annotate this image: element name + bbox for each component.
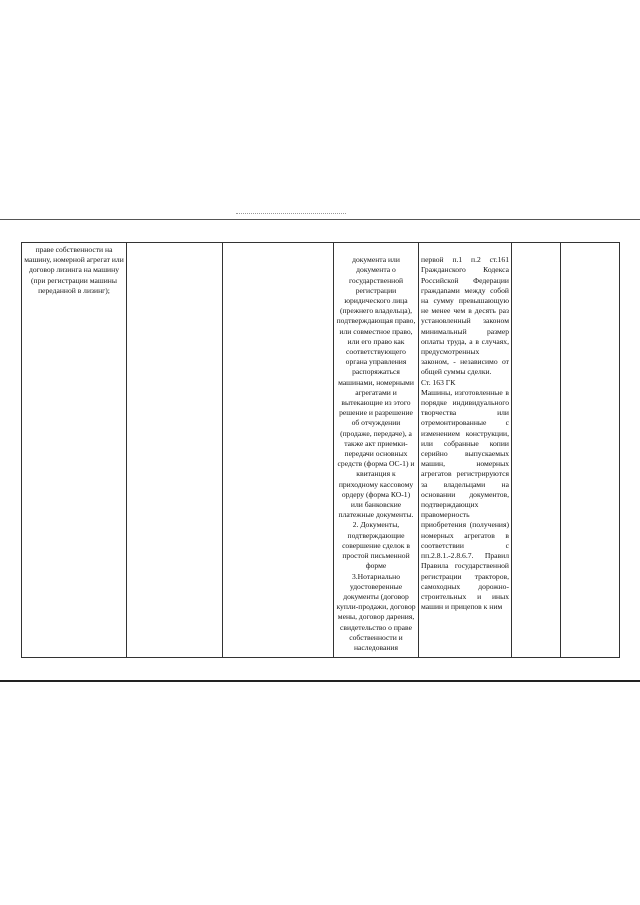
cell-empty bbox=[512, 243, 561, 658]
cell-empty bbox=[561, 243, 620, 658]
top-page-rule bbox=[0, 219, 640, 220]
cell-document-list bbox=[22, 243, 127, 658]
top-dotted-rule bbox=[236, 213, 346, 214]
bottom-page-rule bbox=[0, 680, 640, 682]
cell-text: документа или документа о государственной регистрации юридического лица (прежнего владельца), подтверждающая право, или совместное право, или его право как соответствующего органа управления распоряжаться машинами, номерными агрегатами и вытекающие из этого решение и разрешение об отчуждении (продаже, передаче), а также акт приемки-передачи основных средств (форма ОС-1) и квитанция к приходному кассовому ордеру (форма КО-1) или банковские платежные документы. 2. Документы, подтверждающие совершение сделок в простой письменной форме 3.Нотариально удостоверенные документы (договор купли-продажи, договор мены, договор дарения, свидетельство о праве собственности и наследования bbox=[336, 255, 416, 652]
cell-text: праве собственности на машину, номерной агрегат или договор лизинга на машину (при регистрации машины переданной в лизинг); bbox=[24, 245, 124, 295]
table-row bbox=[22, 243, 620, 658]
cell-ownership-documents bbox=[334, 243, 419, 658]
cell-empty bbox=[223, 243, 334, 658]
cell-legal-basis bbox=[419, 243, 512, 658]
cell-text: первой п.1 п.2 ст.161 Гражданского Кодекса Российской Федерации граждanами между собой на сумму превышающую не менее чем в десять раз установленный законом минимальный размер оплаты труда, а в случаях, предусмотренных законом, - независимо от общей суммы сделки. Ст. 163 ГК Машины, изготовленные в порядке индивидуального творчества или отремонтированные с изменением конструкции, или собранные копии серийно выпускаемых машин, номерных агрегатов регистрируются за владельцами на основании документов, подтверждающих правомерность приобретения (получения) номерных агрегатов в соответствии с пп.2.8.1.-2.8.6.7. Правил Правила государственной регистрации тракторов, самоходных дорожно-строительных и иных машин и прицепов к ним bbox=[421, 255, 509, 612]
cell-empty bbox=[127, 243, 223, 658]
document-table bbox=[21, 242, 620, 658]
